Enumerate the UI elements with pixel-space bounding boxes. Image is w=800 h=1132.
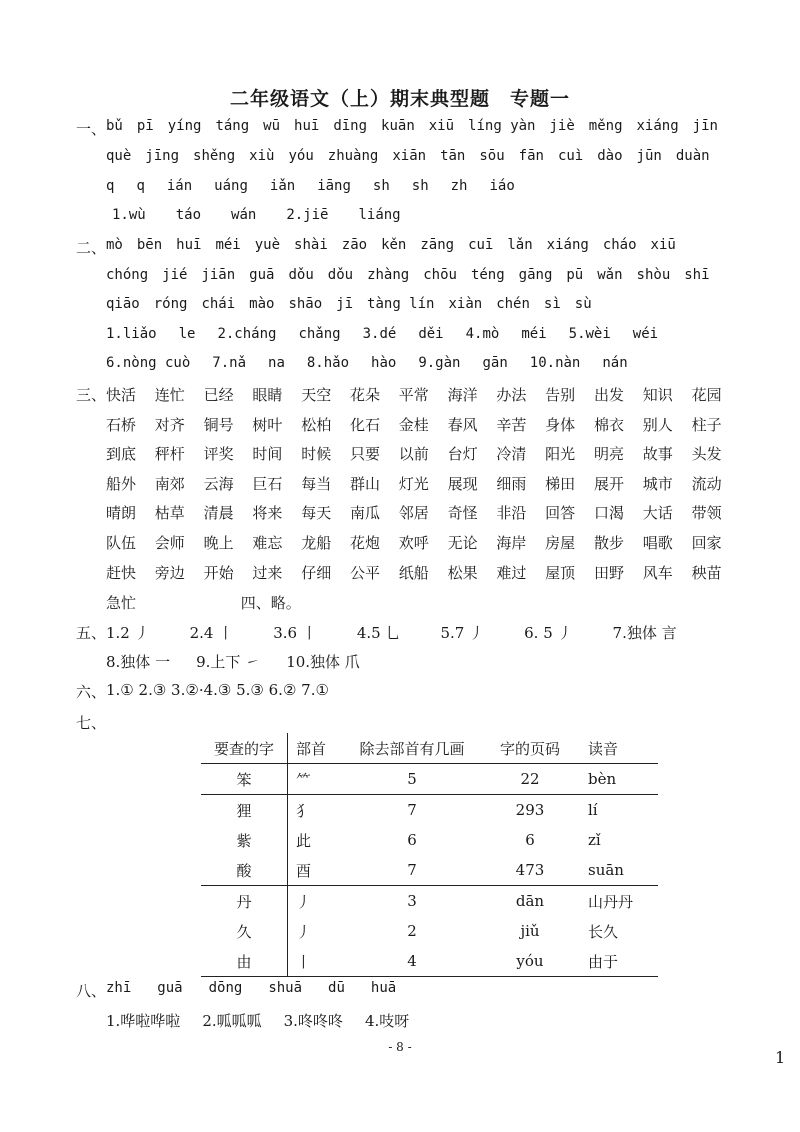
answer-item: xiù <box>249 148 275 164</box>
word-item: 大话 <box>642 504 673 523</box>
section-2-number: 二、 <box>76 239 107 257</box>
answer-item: bǔ <box>106 118 123 134</box>
table-cell: 酉 <box>288 855 345 886</box>
word-item: 知识 <box>642 386 673 404</box>
word-item: 身体 <box>545 415 576 434</box>
word-item: 开始 <box>203 563 234 582</box>
table-cell: 2 <box>407 922 417 940</box>
table-cell: 5 <box>344 764 480 795</box>
word-item: 眼睛 <box>252 386 283 404</box>
page-title: 二年级语文（上）期末典型题 专题一 <box>229 88 570 110</box>
answer-item: jī <box>336 296 354 312</box>
answer-item: dǒu <box>288 267 314 283</box>
answer-item: 2.jiē <box>286 207 329 223</box>
word-item: 唱歌 <box>642 533 673 552</box>
answer-item: 9.gàn <box>418 355 461 371</box>
word-item: 快活 <box>106 386 137 404</box>
word-item: 松柏 <box>301 415 332 434</box>
answer-item: líng yàn <box>468 118 536 134</box>
table-cell: suān <box>580 855 658 886</box>
table-cell: dān <box>515 892 545 910</box>
word-item: 公平 <box>349 563 380 582</box>
word-item: 花朵 <box>349 386 380 404</box>
answer-item: táo <box>175 207 202 223</box>
answer-item: 8.hǎo <box>306 355 350 371</box>
word-item: 城市 <box>642 474 673 493</box>
word-item: 海岸 <box>496 533 527 552</box>
answer-item: na <box>268 355 285 371</box>
word-row <box>106 562 740 592</box>
table-header-cell: 要查的字 <box>201 733 288 764</box>
table-cell: 473 <box>480 855 580 886</box>
word-item: 纸船 <box>398 563 429 582</box>
word-item: 以前 <box>398 445 429 464</box>
table-cell: 犭 <box>296 801 312 820</box>
table-cell: bèn <box>580 764 658 795</box>
table-header-cell: 读音 <box>580 733 658 764</box>
corner-mark: 1 <box>775 1048 786 1067</box>
word-item: 口渴 <box>593 504 624 523</box>
word-item: 巨石 <box>252 474 283 493</box>
answer-item: chōu <box>423 267 457 283</box>
table-cell: 狸 <box>201 795 288 826</box>
word-item: 难过 <box>496 563 527 582</box>
word-item: 群山 <box>349 474 380 493</box>
word-item: 故事 <box>642 445 673 464</box>
word-item: 会师 <box>154 533 185 552</box>
table-row <box>201 825 658 855</box>
answer-item: tàng lín <box>367 296 435 312</box>
answer-item: sù <box>574 296 592 312</box>
answer-item: 2.呱呱呱 <box>202 1012 262 1030</box>
answer-item: gāng <box>518 267 553 283</box>
answer-item: dǒu <box>327 267 354 283</box>
s5-row <box>106 651 360 672</box>
table-row <box>201 886 658 917</box>
answer-item: 2.4 丨 <box>189 624 234 642</box>
table-cell: 由于 <box>580 946 658 977</box>
table-cell: 丿 <box>296 922 312 941</box>
answer-item: xiū <box>428 118 455 134</box>
answer-item: jūn <box>636 148 662 164</box>
word-item: 阳光 <box>545 445 576 464</box>
s1-row <box>106 148 710 164</box>
table-row <box>201 795 658 826</box>
answer-item: iāng <box>317 178 351 194</box>
table-cell: 丹 <box>201 886 288 917</box>
word-item: 铜号 <box>203 415 234 434</box>
word-item: 船外 <box>106 474 137 493</box>
s8-row <box>106 980 396 996</box>
word-item: 赶快 <box>106 563 137 582</box>
table-cell: 6 <box>525 831 535 849</box>
answer-item: wán <box>231 207 257 223</box>
word-row <box>106 532 740 562</box>
section-3-number: 三、 <box>76 386 107 404</box>
table-cell: 紫 <box>201 825 288 855</box>
answer-item: chái <box>201 296 236 312</box>
word-item: 云海 <box>203 474 234 493</box>
word-item: 邻居 <box>398 504 429 523</box>
answer-item: 1.哗啦哗啦 <box>106 1012 181 1030</box>
answer-item: 4.5 乚 <box>356 624 401 642</box>
word-item: 柱子 <box>691 415 722 434</box>
word-item: 非沿 <box>496 504 527 523</box>
s3-last-word: 急忙 <box>106 594 137 612</box>
table-header-cell: 除去部首有几画 <box>344 733 480 764</box>
section-5-number: 五、 <box>76 624 107 642</box>
table-cell: 山丹丹 <box>588 892 634 911</box>
word-item: 时间 <box>252 445 283 464</box>
answer-item: huā <box>370 980 397 996</box>
table-cell: 长久 <box>588 922 619 941</box>
table-row <box>201 855 658 886</box>
answer-item: pī <box>136 118 154 134</box>
s2-row <box>106 296 592 312</box>
section-6-text: 1.① 2.③ 3.②·4.③ 5.③ 6.② 7.① <box>106 681 329 699</box>
word-item: 花园 <box>691 386 722 404</box>
answer-item: jīn <box>692 118 718 134</box>
answer-item: shài <box>294 237 328 253</box>
answer-item: mào <box>249 296 275 312</box>
word-item: 到底 <box>106 445 137 464</box>
word-item: 风车 <box>642 563 673 582</box>
answer-item: lǎn <box>507 237 533 253</box>
table-cell: 丨 <box>288 946 345 977</box>
table-cell: 由 <box>201 946 288 977</box>
word-item: 天空 <box>301 386 332 404</box>
word-item: 将来 <box>252 504 283 523</box>
answer-item: chén <box>496 296 530 312</box>
answer-item: mò <box>106 237 123 253</box>
answer-item: guā <box>157 980 183 996</box>
answer-item: chóng <box>106 267 149 283</box>
answer-item: 10.独体 爪 <box>286 653 360 671</box>
answer-item: sōu <box>479 148 505 164</box>
table-cell: 7 <box>407 801 417 819</box>
answer-item: qiāo <box>106 296 140 312</box>
table-cell: ⺮ <box>288 764 345 795</box>
word-item: 回答 <box>545 504 576 523</box>
word-item: 评奖 <box>203 445 234 464</box>
answer-item: 3.6 丨 <box>273 624 317 642</box>
word-item: 清晨 <box>203 504 234 523</box>
word-item: 过来 <box>252 563 283 582</box>
answer-item: pū <box>566 267 584 283</box>
table-header-cell: 字的页码 <box>480 733 580 764</box>
answer-item: q <box>106 178 115 194</box>
answer-item: iáo <box>489 178 515 194</box>
answer-item: zhī <box>106 980 132 996</box>
table-header-cell: 部首 <box>288 733 345 764</box>
answer-item: q <box>136 178 145 194</box>
word-item: 出发 <box>593 386 624 404</box>
answer-item: dōng <box>208 980 243 996</box>
answer-item: kěn <box>381 237 407 253</box>
answer-item: duàn <box>675 148 710 164</box>
answer-item: 4.mò <box>465 326 500 342</box>
answer-item: 3.咚咚咚 <box>283 1012 343 1030</box>
word-item: 梯田 <box>545 474 576 493</box>
answer-item: hào <box>371 355 397 371</box>
word-item: 冷清 <box>496 445 527 464</box>
word-item: 只要 <box>349 445 380 464</box>
table-cell: 此 <box>296 831 312 850</box>
answer-item: iǎn <box>269 178 296 194</box>
section-4-text: 四、略。 <box>240 594 301 612</box>
answer-item: nán <box>602 355 628 371</box>
s2-row <box>106 326 658 342</box>
answer-item: jié <box>162 267 188 283</box>
word-item: 树叶 <box>252 415 283 434</box>
answer-item: táng <box>215 118 250 134</box>
word-item: 时候 <box>301 445 332 464</box>
word-row <box>106 502 740 532</box>
answer-item: sì <box>543 296 561 312</box>
table-cell: 3 <box>407 892 417 910</box>
answer-item: shòu <box>636 267 671 283</box>
word-item: 每当 <box>301 474 332 493</box>
s1-row <box>106 118 718 134</box>
s8-row <box>106 1010 409 1031</box>
word-item: 回家 <box>691 533 722 552</box>
answer-item: 7.独体 言 <box>612 624 677 642</box>
word-item: 枯草 <box>154 504 185 523</box>
answer-item: yíng <box>167 118 202 134</box>
answer-item: guā <box>249 267 275 283</box>
answer-item: yuè <box>254 237 281 253</box>
word-item: 头发 <box>691 445 722 464</box>
table-cell: 6 <box>407 831 417 849</box>
word-item: 晴朗 <box>106 504 137 523</box>
answer-item: zh <box>450 178 468 194</box>
word-item: 灯光 <box>398 474 429 493</box>
answer-item: 5.7 丿 <box>440 624 485 642</box>
answer-item: chǎng <box>298 326 341 342</box>
word-row <box>106 473 740 503</box>
answer-item: 7.nǎ <box>212 355 247 371</box>
answer-item: le <box>178 326 196 342</box>
answer-item: téng <box>470 267 505 283</box>
s1-row <box>112 207 401 223</box>
table-cell: 丿 <box>296 892 312 911</box>
word-item: 花炮 <box>349 533 380 552</box>
word-item: 旁边 <box>154 563 185 582</box>
word-item: 棉衣 <box>593 415 624 434</box>
answer-item: sh <box>372 178 390 194</box>
table-cell: jiǔ <box>520 922 540 940</box>
table-row <box>201 764 658 795</box>
word-item: 欢呼 <box>398 533 429 552</box>
answer-item: jīng <box>145 148 180 164</box>
answer-item: 6.nòng cuò <box>106 355 191 371</box>
dictionary-lookup-table <box>201 733 658 977</box>
word-item: 化石 <box>349 415 380 434</box>
answer-item: liáng <box>358 207 401 223</box>
answer-item: shī <box>684 267 710 283</box>
section-1-number: 一、 <box>76 120 107 138</box>
table-cell: lí <box>588 801 598 819</box>
answer-item: shāo <box>288 296 323 312</box>
word-item: 秧苗 <box>691 563 722 582</box>
table-cell: zǐ <box>588 831 601 849</box>
answer-item: shuā <box>268 980 303 996</box>
answer-item: 1.wù <box>112 207 146 223</box>
answer-item: kuān <box>381 118 415 134</box>
word-row <box>106 443 740 473</box>
word-item: 房屋 <box>545 533 576 552</box>
word-item: 展开 <box>593 474 624 493</box>
answer-item: 6. 5 丿 <box>524 624 573 642</box>
answer-item: gān <box>482 355 508 371</box>
section-8-number: 八、 <box>76 982 107 1000</box>
word-item: 队伍 <box>106 533 137 552</box>
word-item: 展现 <box>447 474 478 493</box>
answer-item: 1.liǎo <box>106 326 157 342</box>
answer-item: huī <box>176 237 202 253</box>
word-item: 连忙 <box>154 386 185 404</box>
word-item: 办法 <box>496 386 527 404</box>
answer-item: fān <box>518 148 544 164</box>
answer-item: róng <box>153 296 188 312</box>
s3-word-grid <box>106 384 740 591</box>
answer-item: měng <box>588 118 623 134</box>
answer-item: zhàng <box>367 267 410 283</box>
table-cell: 293 <box>515 801 545 819</box>
answer-item: zāo <box>341 237 368 253</box>
answer-item: jiān <box>201 267 236 283</box>
word-item: 晚上 <box>203 533 234 552</box>
answer-item: tān <box>440 148 466 164</box>
s5-row <box>106 622 677 643</box>
table-header-row <box>201 733 658 764</box>
answer-item: zhuàng <box>327 148 379 164</box>
table-cell: 4 <box>344 946 480 977</box>
table-row <box>201 946 658 977</box>
word-item: 屋顶 <box>545 563 576 582</box>
section-7-number: 七、 <box>76 714 107 732</box>
answer-item: bēn <box>136 237 163 253</box>
answer-item: dū <box>328 980 345 996</box>
answer-item: què <box>106 148 132 164</box>
section-6-number: 六、 <box>76 683 107 701</box>
word-item: 秤杆 <box>154 445 185 464</box>
word-item: 散步 <box>593 533 624 552</box>
s1-row <box>106 178 515 194</box>
answer-item: dào <box>597 148 623 164</box>
word-item: 流动 <box>691 474 722 493</box>
word-item: 南郊 <box>154 474 185 493</box>
word-item: 奇怪 <box>447 504 478 523</box>
table-row <box>201 916 658 946</box>
answer-item: jiè <box>549 118 575 134</box>
word-item: 南瓜 <box>349 504 380 523</box>
word-row <box>106 384 740 414</box>
s2-row <box>106 237 676 253</box>
answer-item: xiáng <box>636 118 679 134</box>
answer-item: 3.dé <box>362 326 397 342</box>
table-cell: 22 <box>480 764 580 795</box>
word-item: 仔细 <box>301 563 332 582</box>
word-item: 每天 <box>301 504 332 523</box>
word-item: 台灯 <box>447 445 478 464</box>
table-cell: 久 <box>201 916 288 946</box>
word-item: 田野 <box>593 563 624 582</box>
word-item: 带领 <box>691 504 722 523</box>
word-item: 对齐 <box>154 415 185 434</box>
answer-item: wǎn <box>597 267 623 283</box>
answer-item: xiáng <box>546 237 589 253</box>
answer-item: xiū <box>650 237 676 253</box>
word-item: 难忘 <box>252 533 283 552</box>
s2-row <box>106 355 628 371</box>
answer-item: ián <box>166 178 193 194</box>
word-item: 辛苦 <box>496 415 527 434</box>
word-item: 明亮 <box>593 445 624 464</box>
word-item: 别人 <box>642 415 673 434</box>
answer-item: shěng <box>193 148 236 164</box>
answer-item: xiān <box>392 148 427 164</box>
answer-item: uáng <box>214 178 248 194</box>
word-item: 海洋 <box>447 386 478 404</box>
answer-item: yóu <box>288 148 314 164</box>
word-item: 龙船 <box>301 533 332 552</box>
answer-item: xiàn <box>448 296 483 312</box>
answer-item: 8.独体 一 <box>106 653 171 671</box>
s3-last-row <box>106 592 301 613</box>
answer-item: méi <box>521 326 547 342</box>
answer-item: wéi <box>632 326 659 342</box>
word-item: 已经 <box>203 386 234 404</box>
table-cell: 7 <box>344 855 480 886</box>
answer-item: 2.cháng <box>217 326 277 342</box>
answer-item: cuī <box>468 237 494 253</box>
answer-item: cháo <box>602 237 637 253</box>
answer-item: dīng <box>333 118 368 134</box>
word-item: 平常 <box>398 386 429 404</box>
answer-item: 5.wèi <box>568 326 611 342</box>
word-item: 金桂 <box>398 415 429 434</box>
word-row <box>106 414 740 444</box>
answer-item: 1.2 丿 <box>106 624 150 642</box>
s2-row <box>106 267 710 283</box>
answer-item: sh <box>411 178 429 194</box>
table-cell: 酸 <box>201 855 288 886</box>
word-item: 松果 <box>447 563 478 582</box>
answer-item: 10.nàn <box>529 355 581 371</box>
table-cell: 笨 <box>201 764 288 795</box>
answer-item: zāng <box>420 237 455 253</box>
answer-item: děi <box>418 326 444 342</box>
answer-item: wū <box>263 118 281 134</box>
word-item: 告别 <box>545 386 576 404</box>
word-item: 细雨 <box>496 474 527 493</box>
word-item: 无论 <box>447 533 478 552</box>
table-cell: yóu <box>480 946 580 977</box>
answer-item: 9.上下 ㇀ <box>196 653 261 671</box>
answer-item: huī <box>294 118 320 134</box>
word-item: 春风 <box>447 415 478 434</box>
answer-item: cuì <box>557 148 584 164</box>
page-number: - 8 - <box>388 1040 412 1054</box>
answer-item: 4.吱呀 <box>364 1012 410 1030</box>
word-item: 石桥 <box>106 415 137 434</box>
answer-item: méi <box>215 237 241 253</box>
